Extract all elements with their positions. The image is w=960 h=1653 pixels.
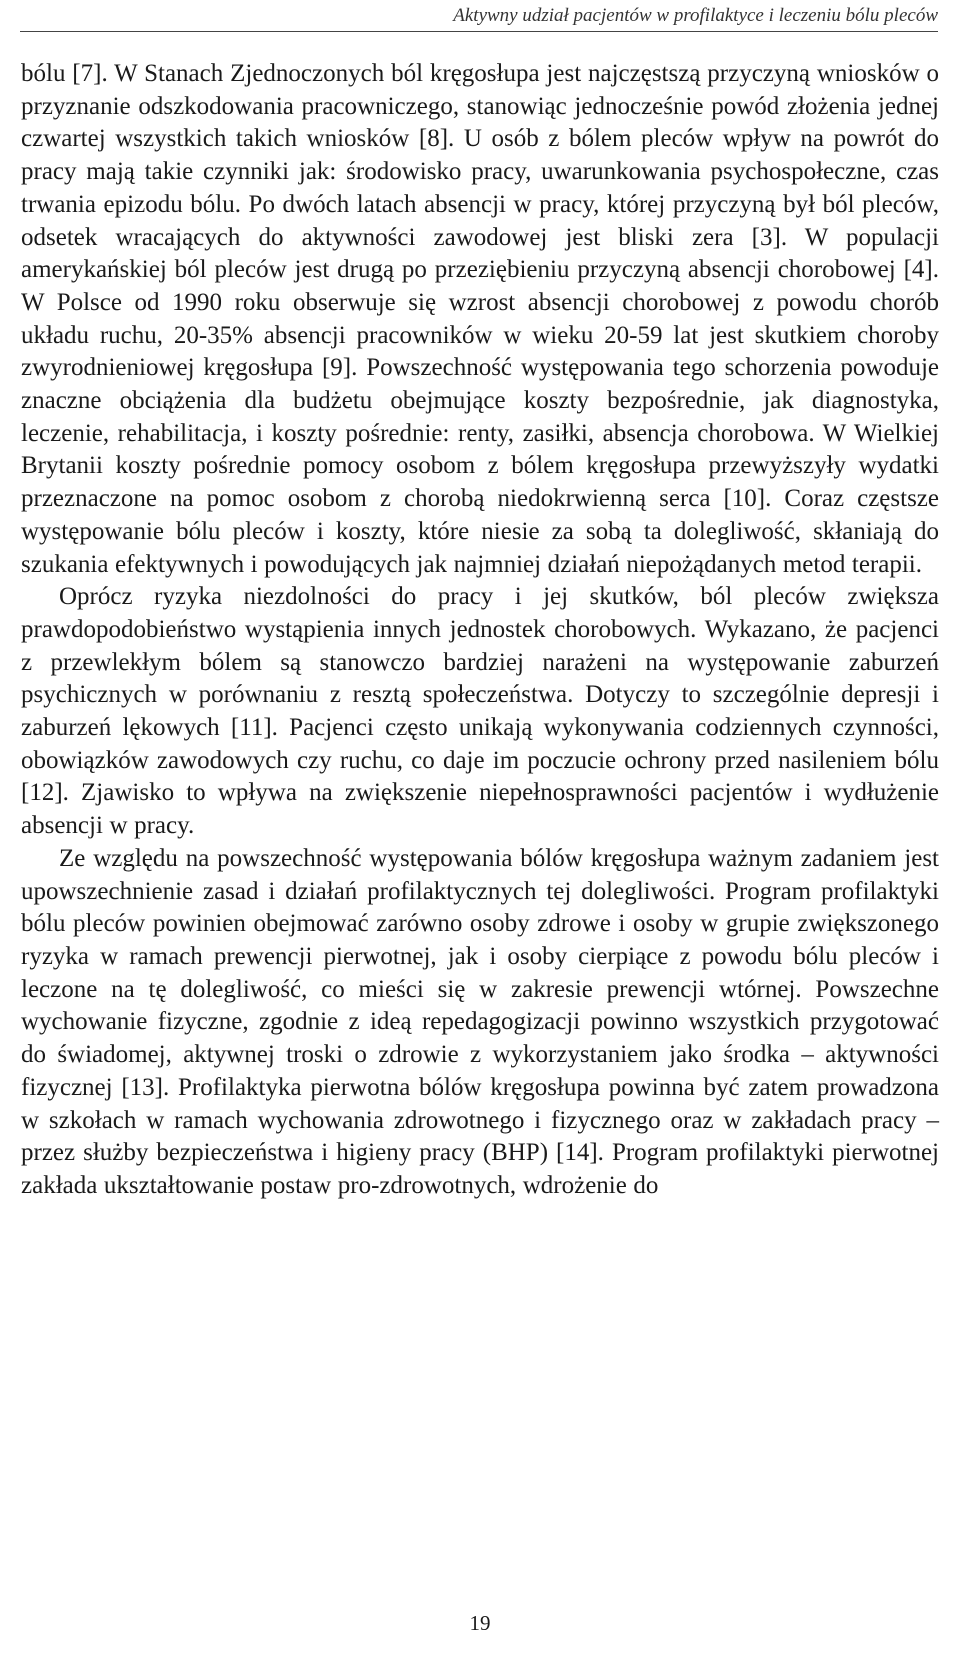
- body-text: [21, 58, 939, 1203]
- page-number: 19: [469, 1611, 491, 1635]
- paragraph-3: Ze względu na powszechność występowania bólów kręgosłupa ważnym zadaniem jest upowszechnienie zasad i działań profilaktycznych tej dolegliwości. Program profilaktyki bólu pleców powinien obejmować zarówno osoby zdrowe i osoby w grupie zwiększonego ryzyka w ramach prewencji pierwotnej, jak i osoby cierpiące z powodu bólu pleców i leczone na tę dolegliwość, co mieści się w zakresie prewencji wtórnej. Powszechne wychowanie fizyczne, zgodnie z ideą repedagogizacji powinno wszystkich przygotować do świadomej, aktywnej troski o zdrowie z wykorzystaniem jako środka – aktywności fizycznej [13]. Profilaktyka pierwotna bólów kręgosłupa powinna być zatem prowadzona w szkołach w ramach wychowania zdrowotnego i fizycznego oraz w zakładach pracy – przez służby bezpieczeństwa i higieny pracy (BHP) [14]. Program profilaktyki pierwotnej zakłada ukształtowanie postaw pro-zdrowotnych, wdrożenie do: [21, 844, 939, 1199]
- header-divider: [20, 31, 938, 32]
- paragraph-1: bólu [7]. W Stanach Zjednoczonych ból kręgosłupa jest najczęstszą przyczyną wniosków o przyznanie odszkodowania pracowniczego, stanowiąc jednocześnie powód złożenia jednej czwartej wszystkich takich wniosków [8]. U osób z bólem pleców wpływ na powrót do pracy mają takie czynniki jak: środowisko pracy, uwarunkowania psychospołeczne, czas trwania epizodu bólu. Po dwóch latach absencji w pracy, której przyczyną był ból pleców, odsetek wracających do aktywności zawodowej jest bliski zera [3]. W populacji amerykańskiej ból pleców jest drugą po przeziębieniu przyczyną absencji chorobowej [4]. W Polsce od 1990 roku obserwuje się wzrost absencji chorobowej z powodu chorób układu ruchu, 20-35% absencji pracowników w wieku 20-59 lat jest skutkiem choroby zwyrodnieniowej kręgosłupa [9]. Powszechność występowania tego schorzenia powoduje znaczne obciążenia dla budżetu obejmujące koszty bezpośrednie, jak diagnostyka, leczenie, rehabilitacja, i koszty pośrednie: renty, zasiłki, absencja chorobowa. W Wielkiej Brytanii koszty pośrednie pomocy osobom z bólem kręgosłupa przewyższyły wydatki przeznaczone na pomoc osobom z chorobą niedokrwienną serca [10]. Coraz częstsze występowanie bólu pleców i koszty, które niesie za sobą ta dolegliwość, skłaniają do szukania efektywnych i powodujących jak najmniej działań niepożądanych metod terapii.: [21, 60, 939, 578]
- paragraph-2: Oprócz ryzyka niezdolności do pracy i jej skutków, ból pleców zwiększa prawdopodobieństwo wystąpienia innych jednostek chorobowych. Wykazano, że pacjenci z przewlekłym bólem są stanowczo bardziej narażeni na występowanie zaburzeń psychicznych w porównaniu z resztą społeczeństwa. Dotyczy to szczególnie depresji i zaburzeń lękowych [11]. Pacjenci często unikają wykonywania codziennych czynności, obowiązków zawodowych czy ruchu, co daje im poczucie ochrony przed nasileniem bólu [12]. Zjawisko to wpływa na zwiększenie niepełnosprawności pacjentów i wydłużenie absencji w pracy.: [21, 583, 939, 840]
- running-header: Aktywny udział pacjentów w profilaktyce i leczeniu bólu pleców: [453, 5, 938, 26]
